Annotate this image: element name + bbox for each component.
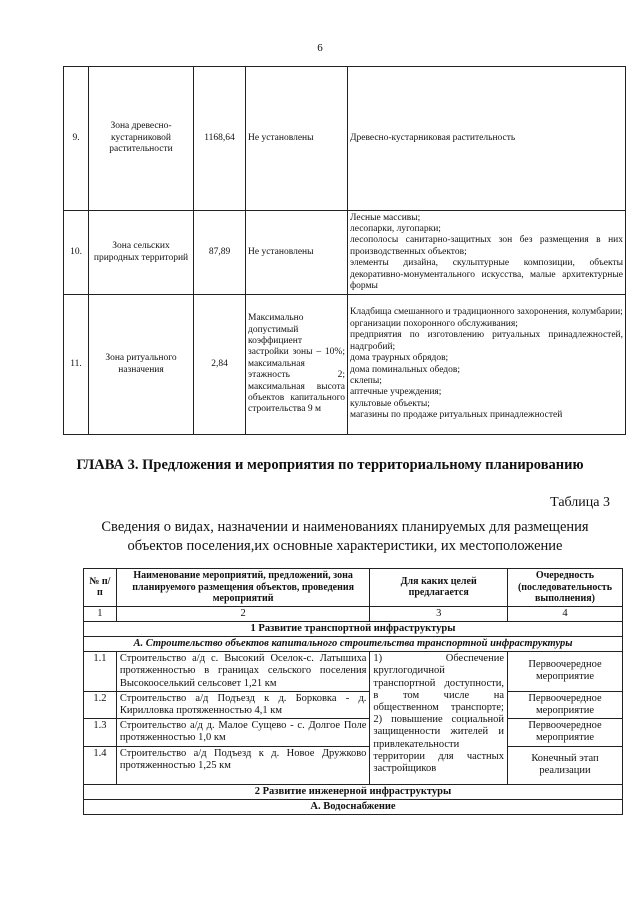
use-line: дома траурных обрядов; <box>350 353 449 364</box>
zone-name: Зона ритуального назначения <box>89 295 194 435</box>
measure-order: Первоочередное мероприятие <box>507 652 622 692</box>
use-line: предприятия по изготовлению ритуальных принадлежностей, надгробий; <box>350 330 623 352</box>
section-title: 2 Развитие инженерной инфраструктуры <box>84 784 623 799</box>
section-title: 1 Развитие транспортной инфраструктуры <box>84 621 623 636</box>
subsection-row <box>84 799 623 814</box>
zone-uses <box>348 295 626 435</box>
use-line: аптечные учреждения; <box>350 387 442 398</box>
zone-area: 1168,64 <box>194 67 246 211</box>
section-row <box>84 621 623 636</box>
row-number: 1.2 <box>84 691 117 718</box>
header-order: Очередность (последовательность выполнения) <box>507 569 622 607</box>
header-num: № п/п <box>84 569 117 607</box>
zone-params: Не установлены <box>246 67 348 211</box>
measure-name: Строительство а/д д. Малое Сущево - с. Долгое Поле протяженностью 1,0 км <box>116 719 370 746</box>
use-line: дома поминальных обедов; <box>350 364 460 375</box>
measure-order: Первоочередное мероприятие <box>507 691 622 718</box>
table-row <box>84 691 623 718</box>
use-line: элементы дизайна, скульптурные композиции, объекты декоративно-монументального искусства, малые архитектурные формы <box>350 258 623 292</box>
row-number: 1.3 <box>84 719 117 746</box>
index-cell: 3 <box>370 606 508 621</box>
zone-params: Максимально допустимый коэффициент застройки зоны – 10%; максимальная этажность 2; максимальная высота объектов капитального строительства 9 м <box>246 295 348 435</box>
use-line: Лесные массивы; <box>350 212 421 223</box>
use-line: лесополосы санитарно-защитных зон без размещения в них производственных объектов; <box>350 235 623 257</box>
index-cell: 2 <box>116 606 370 621</box>
zone-uses <box>348 67 626 211</box>
zone-area: 2,84 <box>194 295 246 435</box>
table-row <box>64 211 626 295</box>
table-row <box>64 67 626 211</box>
measure-order: Конечный этап реализации <box>507 746 622 784</box>
row-number: 1.4 <box>84 746 117 784</box>
row-number: 11. <box>64 295 89 435</box>
header-row <box>84 569 623 607</box>
row-number: 9. <box>64 67 89 211</box>
use-line: организации похоронного обслуживания; <box>350 318 518 329</box>
zone-uses <box>348 211 626 295</box>
index-cell: 4 <box>507 606 622 621</box>
use-line: магазины по продаже ритуальных принадлежностей <box>350 410 563 421</box>
subsection-title: А. Строительство объектов капитального строительства транспортной инфраструктуры <box>84 636 623 651</box>
zone-name: Зона сельских природных территорий <box>89 211 194 295</box>
measure-name: Строительство а/д Подъезд к д. Новое Дружково протяженностью 1,25 км <box>116 746 370 784</box>
measure-goal: 1) Обеспечение круглогодичной транспортной доступности, в том числе на общественном транспорте; 2) повышение социальной защищенности жителей и привлекательности территории для частных застройщиков <box>370 652 508 784</box>
header-goal: Для каких целей предлагается <box>370 569 508 607</box>
zone-params: Не установлены <box>246 211 348 295</box>
use-line: культовые объекты; <box>350 398 430 409</box>
section-row <box>84 784 623 799</box>
table-row <box>64 295 626 435</box>
table-row <box>84 652 623 692</box>
subsection-title: А. Водоснабжение <box>84 799 623 814</box>
use-line: Древесно-кустарниковая растительность <box>350 132 516 143</box>
index-row <box>84 606 623 621</box>
use-line: лесопарки, лугопарки; <box>350 223 441 234</box>
chapter-title: ГЛАВА 3. Предложения и мероприятия по территориальному планированию <box>76 457 584 473</box>
row-number: 10. <box>64 211 89 295</box>
table-caption: Сведения о видах, назначении и наименованиях планируемых для размещения объектов поселения,их основные характеристики, их местоположение <box>101 519 589 554</box>
index-cell: 1 <box>84 606 117 621</box>
subsection-row <box>84 636 623 651</box>
measure-order: Первоочередное мероприятие <box>507 719 622 746</box>
measure-name: Строительство а/д Подъезд к д. Борковка - д. Кирилловка протяженностью 4,1 км <box>116 691 370 718</box>
measures-table <box>83 568 623 815</box>
table-label: Таблица 3 <box>550 495 610 510</box>
table-row <box>84 719 623 746</box>
page-number: 6 <box>317 42 323 54</box>
measure-name: Строительство а/д с. Высокий Оселок-с. Латышиха протяженностью в границах сельского поселения Высокооселький сельсовет 1,21 км <box>116 652 370 692</box>
use-line: склепы; <box>350 375 382 386</box>
header-name: Наименование мероприятий, предложений, зона планируемого размещения объектов, проведения мероприятий <box>116 569 370 607</box>
use-line: Кладбища смешанного и традиционного захоронения, колумбарии; <box>350 307 623 318</box>
zone-area: 87,89 <box>194 211 246 295</box>
row-number: 1.1 <box>84 652 117 692</box>
zone-name: Зона древесно-кустарниковой растительности <box>89 67 194 211</box>
table-row <box>84 746 623 784</box>
zones-table <box>63 66 626 435</box>
